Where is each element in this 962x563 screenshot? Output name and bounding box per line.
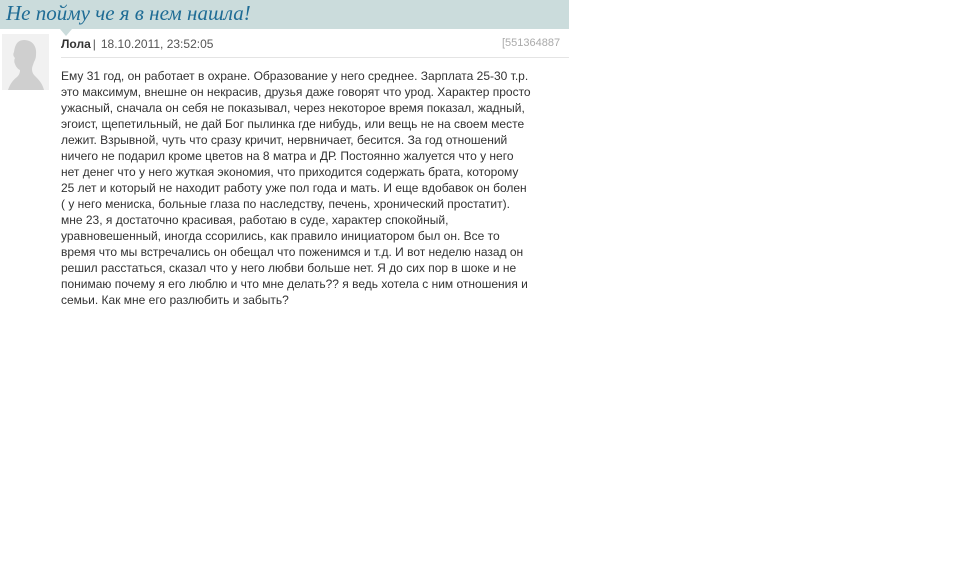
post-body-line: решил расстаться, сказал что у него любви больше нет. Я до сих пор в шоке и не	[61, 261, 517, 275]
post-body-line: эгоист, щепетильный, не дай Бог пылинка где нибудь, или вещь не на своем месте	[61, 117, 525, 131]
post-body-line: Ему 31 год, он работает в охране. Образование у него среднее. Зарплата 25-30 т.р.	[61, 69, 529, 83]
post-body-line: нет денег что у него жуткая экономия, что приходится содержать брата, которому	[61, 165, 519, 179]
post-body-line: лежит. Взрывной, чуть что сразу кричит, нервничает, бесится. За год отношений	[61, 133, 508, 147]
post-body-line: это максимум, внешне он некрасив, друзья даже говорят что урод. Характер просто	[61, 85, 531, 99]
forum-post	[0, 0, 569, 320]
post-meta	[61, 37, 569, 51]
post-body-line: ужасный, сначала он себя не показывал, через некоторое время показал, жадный,	[61, 101, 525, 115]
default-user-silhouette-icon	[2, 34, 49, 90]
post-body-line: ничего не подарил кроме цветов на 8 матра и ДР. Постоянно жалуется что у него	[61, 149, 514, 163]
post-title-bar	[0, 0, 569, 29]
post-body-line: семьи. Как мне его разлюбить и забыть?	[61, 293, 289, 307]
author-name[interactable]: Лола	[61, 37, 91, 51]
avatar[interactable]	[2, 34, 49, 90]
post-body-line: мне 23, я достаточно красивая, работаю в суде, характер спокойный,	[61, 213, 449, 227]
meta-divider	[61, 57, 569, 58]
post-body	[61, 68, 569, 308]
meta-separator: |	[92, 37, 96, 51]
post-body-line: уравновешенный, иногда ссорились, как правило инициатором был он. Все то	[61, 229, 500, 243]
post-body-line: время что мы встречались он обещал что поженимся и т.д. И вот неделю назад он	[61, 245, 524, 259]
post-body-line: ( у него мениска, больные глаза по наследству, печень, хронический простатит).	[61, 197, 510, 211]
post-body-line: 25 лет и который не находит работу уже пол года и мать. И еще вдобавок он болен	[61, 181, 527, 195]
post-title: Не пойму че я в нем нашла!	[6, 1, 251, 25]
post-id: [551364887	[502, 37, 561, 49]
title-bar-pointer	[60, 29, 72, 36]
post-datetime: 18.10.2011, 23:52:05	[100, 37, 214, 51]
post-body-line: понимаю почему я его люблю и что мне делать?? я ведь хотела с ним отношения и	[61, 277, 528, 291]
